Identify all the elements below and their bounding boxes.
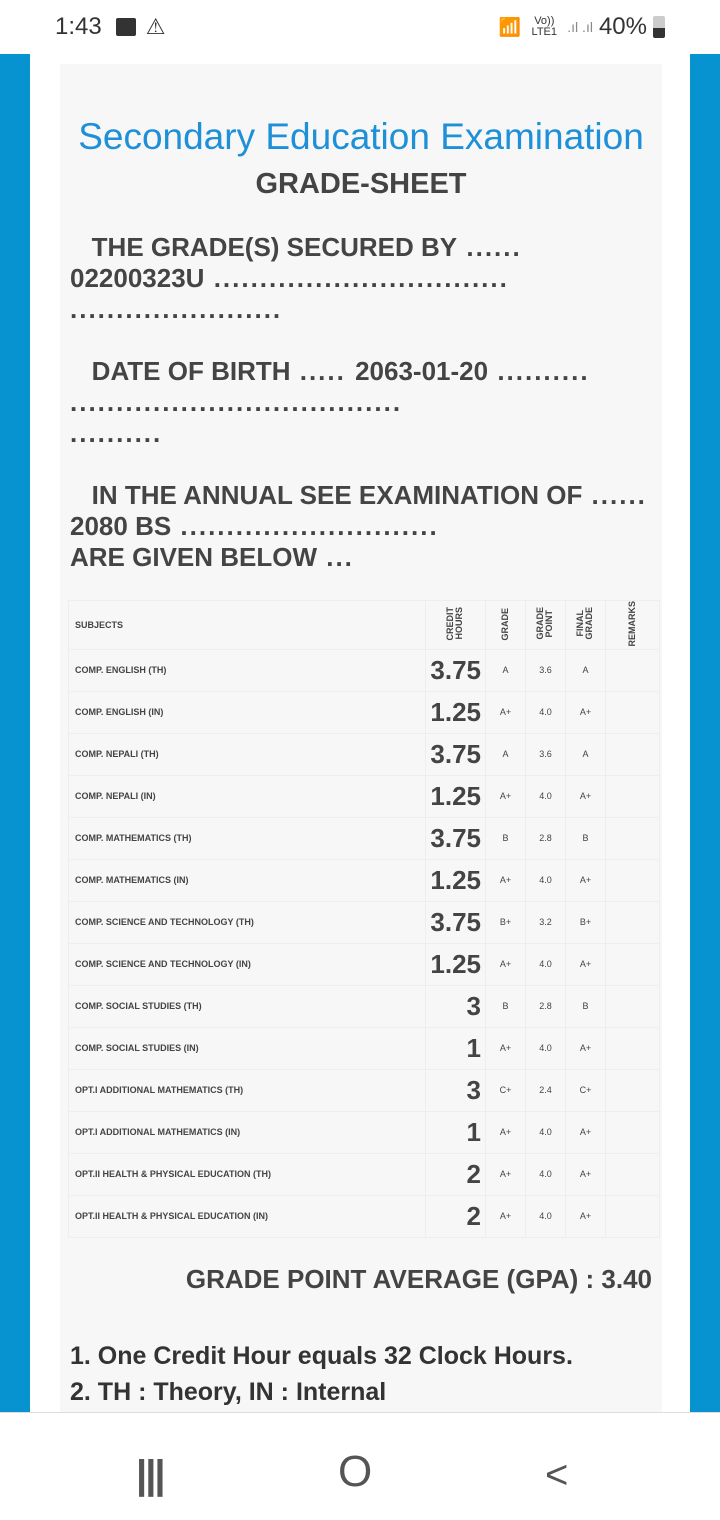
grade-point-cell: 3.6	[526, 649, 566, 691]
warning-icon: ⚠	[145, 14, 166, 39]
col-remarks: REMARKS	[627, 601, 637, 647]
grade-cell: B+	[486, 901, 526, 943]
note-abbreviations: 2. TH : Theory, IN : Internal	[70, 1378, 387, 1406]
table-row	[69, 733, 660, 775]
table-row	[69, 691, 660, 733]
credit-hours-cell: 3.75	[426, 817, 486, 859]
remarks-cell	[606, 1027, 660, 1069]
clock: 1:43	[55, 13, 102, 40]
gpa-summary: GRADE POINT AVERAGE (GPA) : 3.40	[185, 1264, 652, 1294]
remarks-cell	[606, 859, 660, 901]
credit-hours-cell: 2	[426, 1153, 486, 1195]
grade-cell: B	[486, 985, 526, 1027]
credit-hours-cell: 1	[426, 1111, 486, 1153]
final-grade-cell: A+	[566, 1111, 606, 1153]
subject-cell: OPT.II HEALTH & PHYSICAL EDUCATION (IN)	[69, 1195, 426, 1237]
final-grade-cell: B	[566, 817, 606, 859]
right-accent-bar	[690, 54, 720, 1412]
credit-hours-cell: 1.25	[426, 691, 486, 733]
remarks-cell	[606, 985, 660, 1027]
back-button[interactable]: <	[545, 1453, 569, 1497]
final-grade-cell: C+	[566, 1069, 606, 1111]
grade-cell: A+	[486, 859, 526, 901]
grades-table	[68, 600, 660, 1238]
remarks-cell	[606, 733, 660, 775]
remarks-cell	[606, 943, 660, 985]
grade-cell: A	[486, 733, 526, 775]
grade-cell: A	[486, 649, 526, 691]
final-grade-cell: A+	[566, 1195, 606, 1237]
left-accent-bar	[0, 54, 30, 1412]
remarks-cell	[606, 775, 660, 817]
credit-hours-cell: 1	[426, 1027, 486, 1069]
subject-cell: COMP. NEPALI (TH)	[69, 733, 426, 775]
col-subjects: SUBJECTS	[69, 601, 426, 650]
table-row	[69, 1153, 660, 1195]
table-row	[69, 775, 660, 817]
table-row	[69, 985, 660, 1027]
subject-cell: COMP. SCIENCE AND TECHNOLOGY (IN)	[69, 943, 426, 985]
final-grade-cell: A+	[566, 943, 606, 985]
grade-point-cell: 4.0	[526, 1027, 566, 1069]
grade-point-cell: 2.8	[526, 817, 566, 859]
grade-point-cell: 3.2	[526, 901, 566, 943]
col-final-grade: FINAL GRADE	[574, 607, 594, 641]
credit-hours-cell: 1.25	[426, 775, 486, 817]
subject-cell: COMP. NEPALI (IN)	[69, 775, 426, 817]
credit-hours-cell: 3	[426, 1069, 486, 1111]
subject-cell: OPT.II HEALTH & PHYSICAL EDUCATION (TH)	[69, 1153, 426, 1195]
subject-cell: OPT.I ADDITIONAL MATHEMATICS (IN)	[69, 1111, 426, 1153]
col-credit-hours: CREDIT HOURS	[444, 607, 464, 641]
remarks-cell	[606, 691, 660, 733]
remarks-cell	[606, 1153, 660, 1195]
exam-year: 2080 BS	[70, 511, 172, 541]
credit-hours-cell: 1.25	[426, 943, 486, 985]
final-grade-cell: A	[566, 733, 606, 775]
subject-cell: COMP. ENGLISH (TH)	[69, 649, 426, 691]
final-grade-cell: A	[566, 649, 606, 691]
final-grade-cell: A+	[566, 859, 606, 901]
credit-hours-cell: 1.25	[426, 859, 486, 901]
final-grade-cell: A+	[566, 775, 606, 817]
home-button[interactable]: O	[338, 1447, 373, 1496]
battery-icon	[653, 16, 665, 38]
note-credit-hour: 1. One Credit Hour equals 32 Clock Hours.	[70, 1342, 573, 1370]
grade-point-cell: 4.0	[526, 775, 566, 817]
grade-cell: A+	[486, 1027, 526, 1069]
table-row	[69, 943, 660, 985]
final-grade-cell: A+	[566, 1153, 606, 1195]
final-grade-cell: A+	[566, 691, 606, 733]
secured-by-block: THE GRADE(S) SECURED BY ...... 02200323U ................................ .......................	[70, 232, 522, 324]
subject-cell: COMP. SOCIAL STUDIES (TH)	[69, 985, 426, 1027]
exam-block: IN THE ANNUAL SEE EXAMINATION OF ...... 2080 BS ............................ ARE GIVEN BELOW ...	[70, 480, 647, 572]
subject-cell: COMP. SOCIAL STUDIES (IN)	[69, 1027, 426, 1069]
final-grade-cell: B	[566, 985, 606, 1027]
credit-hours-cell: 2	[426, 1195, 486, 1237]
grade-point-cell: 2.8	[526, 985, 566, 1027]
grade-cell: A+	[486, 691, 526, 733]
table-row	[69, 1111, 660, 1153]
remarks-cell	[606, 1195, 660, 1237]
page-subtitle: GRADE-SHEET	[255, 168, 467, 200]
navigation-bar	[0, 1412, 720, 1520]
remarks-cell	[606, 1111, 660, 1153]
status-bar	[0, 0, 720, 54]
table-row	[69, 901, 660, 943]
grade-point-cell: 4.0	[526, 1195, 566, 1237]
gallery-icon	[116, 18, 136, 36]
grade-sheet-card	[60, 64, 662, 1412]
subject-cell: OPT.I ADDITIONAL MATHEMATICS (TH)	[69, 1069, 426, 1111]
remarks-cell	[606, 1069, 660, 1111]
grade-point-cell: 4.0	[526, 1153, 566, 1195]
grade-point-cell: 4.0	[526, 859, 566, 901]
col-grade-point: GRADE POINT	[534, 607, 554, 641]
credit-hours-cell: 3.75	[426, 649, 486, 691]
credit-hours-cell: 3	[426, 985, 486, 1027]
recents-button[interactable]: |||	[136, 1453, 164, 1497]
grade-cell: A+	[486, 775, 526, 817]
network-label: Vo)) LTE1	[531, 15, 558, 38]
dob-value: 2063-01-20	[355, 356, 489, 386]
remarks-cell	[606, 649, 660, 691]
dob-block: DATE OF BIRTH ..... 2063-01-20 .......... .................................... ..........	[70, 356, 590, 448]
page-title: Secondary Education Examination	[78, 116, 644, 157]
grade-point-cell: 3.6	[526, 733, 566, 775]
grade-point-cell: 4.0	[526, 943, 566, 985]
table-header	[69, 601, 660, 650]
grade-point-cell: 4.0	[526, 1111, 566, 1153]
table-row	[69, 817, 660, 859]
table-row	[69, 649, 660, 691]
credit-hours-cell: 3.75	[426, 733, 486, 775]
exam-label: IN THE ANNUAL SEE EXAMINATION OF	[91, 480, 583, 510]
battery-text: 40%	[598, 13, 647, 40]
dob-label: DATE OF BIRTH	[91, 356, 291, 386]
subject-cell: COMP. ENGLISH (IN)	[69, 691, 426, 733]
table-row	[69, 1195, 660, 1237]
table-row	[69, 1069, 660, 1111]
subject-cell: COMP. SCIENCE AND TECHNOLOGY (TH)	[69, 901, 426, 943]
grade-cell: A+	[486, 1195, 526, 1237]
col-grade: GRADE	[500, 607, 510, 641]
final-grade-cell: B+	[566, 901, 606, 943]
grade-cell: A+	[486, 1153, 526, 1195]
grade-cell: A+	[486, 943, 526, 985]
credit-hours-cell: 3.75	[426, 901, 486, 943]
given-below-label: ARE GIVEN BELOW	[70, 542, 318, 572]
table-row	[69, 1027, 660, 1069]
signal-icon: .ıl .ıl	[567, 19, 593, 35]
wifi-icon: 📶	[498, 16, 522, 37]
grade-cell: C+	[486, 1069, 526, 1111]
grade-point-cell: 4.0	[526, 691, 566, 733]
subject-cell: COMP. MATHEMATICS (IN)	[69, 859, 426, 901]
symbol-number: 02200323U	[70, 263, 205, 293]
grade-cell: B	[486, 817, 526, 859]
table-row	[69, 859, 660, 901]
final-grade-cell: A+	[566, 1027, 606, 1069]
remarks-cell	[606, 901, 660, 943]
secured-label: THE GRADE(S) SECURED BY	[91, 232, 458, 262]
subject-cell: COMP. MATHEMATICS (TH)	[69, 817, 426, 859]
grade-point-cell: 2.4	[526, 1069, 566, 1111]
grade-cell: A+	[486, 1111, 526, 1153]
remarks-cell	[606, 817, 660, 859]
